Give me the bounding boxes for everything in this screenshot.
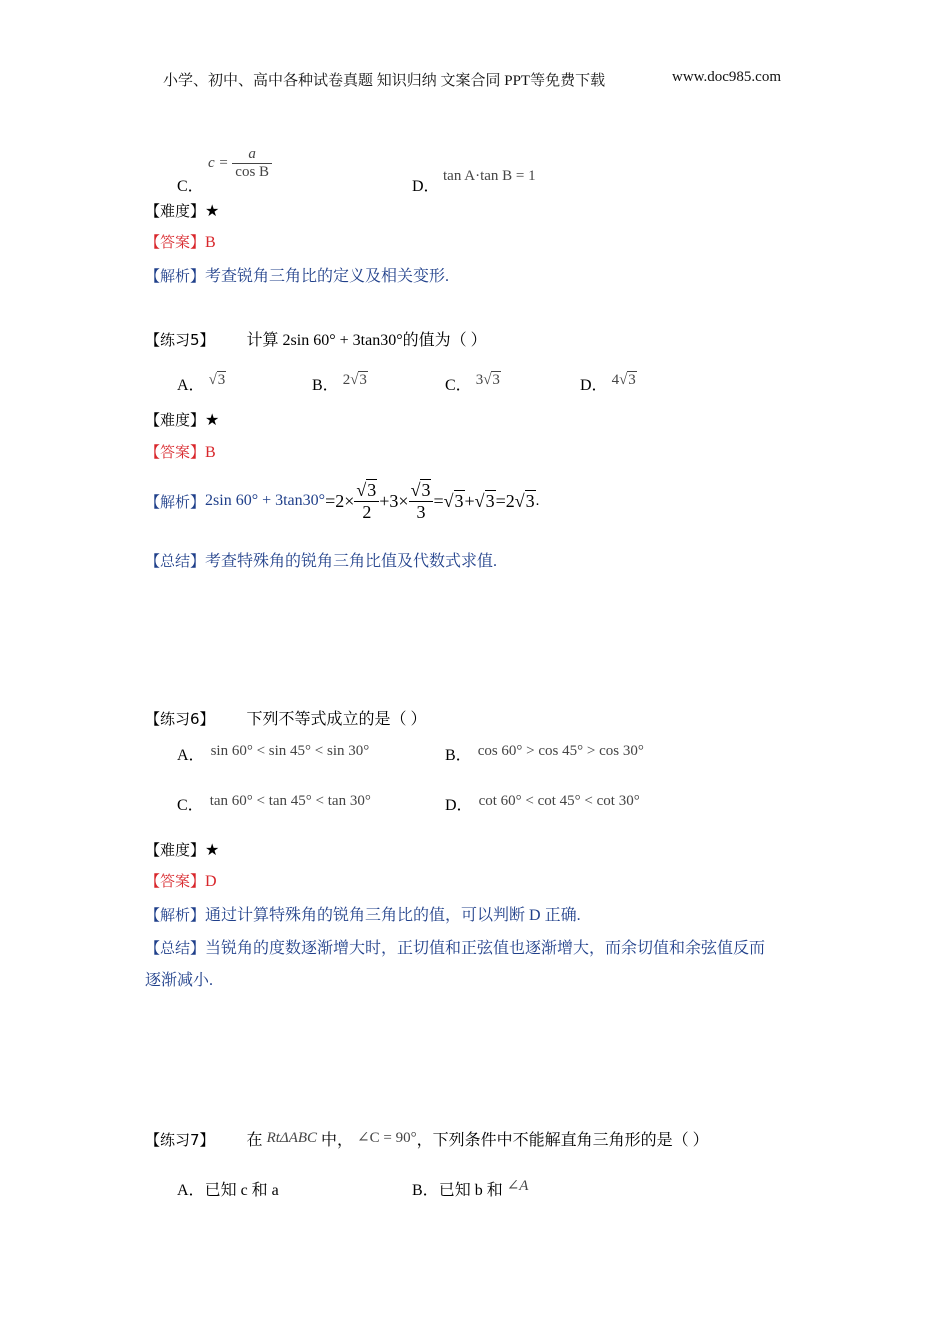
- q7-option-b-text: 已知 b 和: [438, 1182, 503, 1199]
- q4-answer: [145, 231, 216, 252]
- q6-analysis: [145, 902, 581, 925]
- q5-analysis: [145, 476, 539, 526]
- q6-option-a-label: A．: [177, 747, 205, 764]
- q4-analysis: [145, 263, 449, 286]
- q6-option-b: [445, 742, 644, 765]
- q5-summary-text: 考查特殊角的锐角三角比值及代数式求值.: [205, 553, 498, 570]
- q5-solution: =2× $\frac{√3}{2}$ +3× $\frac{√3}{3}$ = √3 + √3 =2 √3 .: [325, 479, 540, 522]
- q5-option-c-label: C．: [445, 377, 472, 394]
- q4-difficulty: [145, 200, 219, 221]
- q6-option-b-expr: cos 60° > cos 45° > cos 30°: [477, 743, 644, 759]
- q6-option-c-expr: tan 60° < tan 45° < tan 30°: [209, 793, 371, 809]
- q6-option-d: [445, 792, 640, 815]
- q7-stem-mid: 中，: [321, 1132, 354, 1149]
- q7-title: [145, 1127, 709, 1150]
- q6-option-d-expr: cot 60° < cot 45° < cot 30°: [478, 793, 640, 809]
- q5-option-a-label: A．: [177, 377, 205, 394]
- q4-option-d-label: D．: [412, 178, 440, 195]
- q6-option-a-expr: sin 60° < sin 45° < sin 30°: [210, 743, 370, 759]
- q6-summary-line1: 当锐角的度数逐渐增大时，正切值和正弦值也逐渐增大，而余切值和余弦值反而: [205, 940, 766, 957]
- q7-option-b-angle: ∠A: [506, 1178, 529, 1194]
- q4-option-d-expr: tan A·tan B = 1: [443, 168, 536, 184]
- q6-summary-label: 【总结】: [145, 939, 206, 957]
- q6-analysis-label: 【解析】: [145, 906, 206, 924]
- q7-stem-triangle: RtΔABC: [266, 1130, 318, 1146]
- header-text: 小学、初中、高中各种试卷真题 知识归纳 文案合同 PPT等免费下载: [163, 73, 606, 89]
- q6-analysis-text: 通过计算特殊角的锐角三角比的值，可以判断 D 正确.: [205, 907, 581, 924]
- q5-option-d-label: D．: [580, 377, 608, 394]
- q6-answer-label: 【答案】: [145, 872, 206, 890]
- q5-answer-label: 【答案】: [145, 443, 206, 461]
- q7-tag: 【练习7】: [145, 1131, 215, 1149]
- q5-stem: 计算 2sin 60° + 3tan30°的值为（ ）: [246, 332, 487, 349]
- q5-tag: 【练习5】: [145, 331, 215, 349]
- q6-answer-value: D: [205, 873, 217, 890]
- q7-option-b-label: B．: [412, 1182, 439, 1199]
- q7-stem-angle: ∠C = 90°: [357, 1130, 417, 1146]
- q5-analysis-label: 【解析】: [145, 492, 206, 511]
- q6-difficulty-star: ★: [205, 842, 220, 859]
- q5-difficulty: [145, 409, 219, 430]
- q7-option-a-text: 已知 c 和 a: [204, 1182, 279, 1199]
- q4-option-c-label: C．: [177, 178, 204, 195]
- q7-option-a-label: A．: [177, 1182, 205, 1199]
- q6-option-d-label: D．: [445, 797, 473, 814]
- q4-analysis-text: 考查锐角三角比的定义及相关变形.: [205, 268, 450, 285]
- q5-option-d-value: 4√3: [611, 372, 636, 388]
- q5-solution-fraction-2: $\frac{√3}{3}$: [409, 480, 434, 523]
- q6-difficulty-label: 【难度】: [145, 841, 206, 859]
- header-url[interactable]: www.doc985.com: [672, 69, 782, 85]
- q7-stem-post: ，下列条件中不能解直角三角形的是（ ）: [416, 1132, 709, 1149]
- q5-option-a-value: √3: [208, 372, 226, 388]
- q4-analysis-label: 【解析】: [145, 267, 206, 285]
- q6-tag: 【练习6】: [145, 710, 215, 728]
- q6-option-c: [177, 792, 371, 815]
- q5-summary-label: 【总结】: [145, 552, 206, 570]
- q4-option-c-formula: [208, 146, 272, 181]
- q6-stem: 下列不等式成立的是（ ）: [246, 711, 427, 728]
- q5-option-c-value: 3√3: [475, 372, 500, 388]
- q4-answer-value: B: [205, 234, 216, 251]
- q5-option-a: [177, 372, 226, 395]
- q4-option-c-fraction: [232, 146, 272, 181]
- q7-option-b: [412, 1177, 528, 1200]
- q5-answer-value: B: [205, 444, 216, 461]
- q5-analysis-expr: 2sin 60° + 3tan30°: [205, 492, 326, 509]
- q7-option-a: [177, 1177, 279, 1200]
- q7-stem-pre: 在: [246, 1132, 263, 1149]
- q5-difficulty-star: ★: [205, 412, 220, 429]
- q5-summary: [145, 548, 497, 571]
- q5-option-c: [445, 372, 501, 395]
- q5-option-b: [312, 372, 368, 395]
- q5-difficulty-label: 【难度】: [145, 411, 206, 429]
- q6-summary: [145, 935, 765, 958]
- q6-option-b-label: B．: [445, 747, 472, 764]
- q4-answer-label: 【答案】: [145, 233, 206, 251]
- q5-title: [145, 327, 487, 350]
- q6-option-c-label: C．: [177, 797, 204, 814]
- q4-difficulty-star: ★: [205, 203, 220, 220]
- q5-answer: [145, 441, 216, 462]
- q5-option-b-value: 2√3: [342, 372, 367, 388]
- q5-option-b-label: B．: [312, 377, 339, 394]
- q6-answer: [145, 870, 217, 891]
- q6-summary-line2: 逐渐减小.: [145, 972, 214, 989]
- q6-difficulty: [145, 839, 219, 860]
- q4-option-c-lhs: c =: [208, 154, 229, 171]
- q4-difficulty-label: 【难度】: [145, 202, 206, 220]
- q6-option-a: [177, 742, 369, 765]
- q4-option-c-num: a: [248, 146, 256, 162]
- q4-option-c-den: cos B: [232, 163, 272, 181]
- q5-solution-fraction-1: $\frac{√3}{2}$: [354, 480, 379, 523]
- q6-title: [145, 706, 427, 729]
- q5-option-d: [580, 372, 637, 395]
